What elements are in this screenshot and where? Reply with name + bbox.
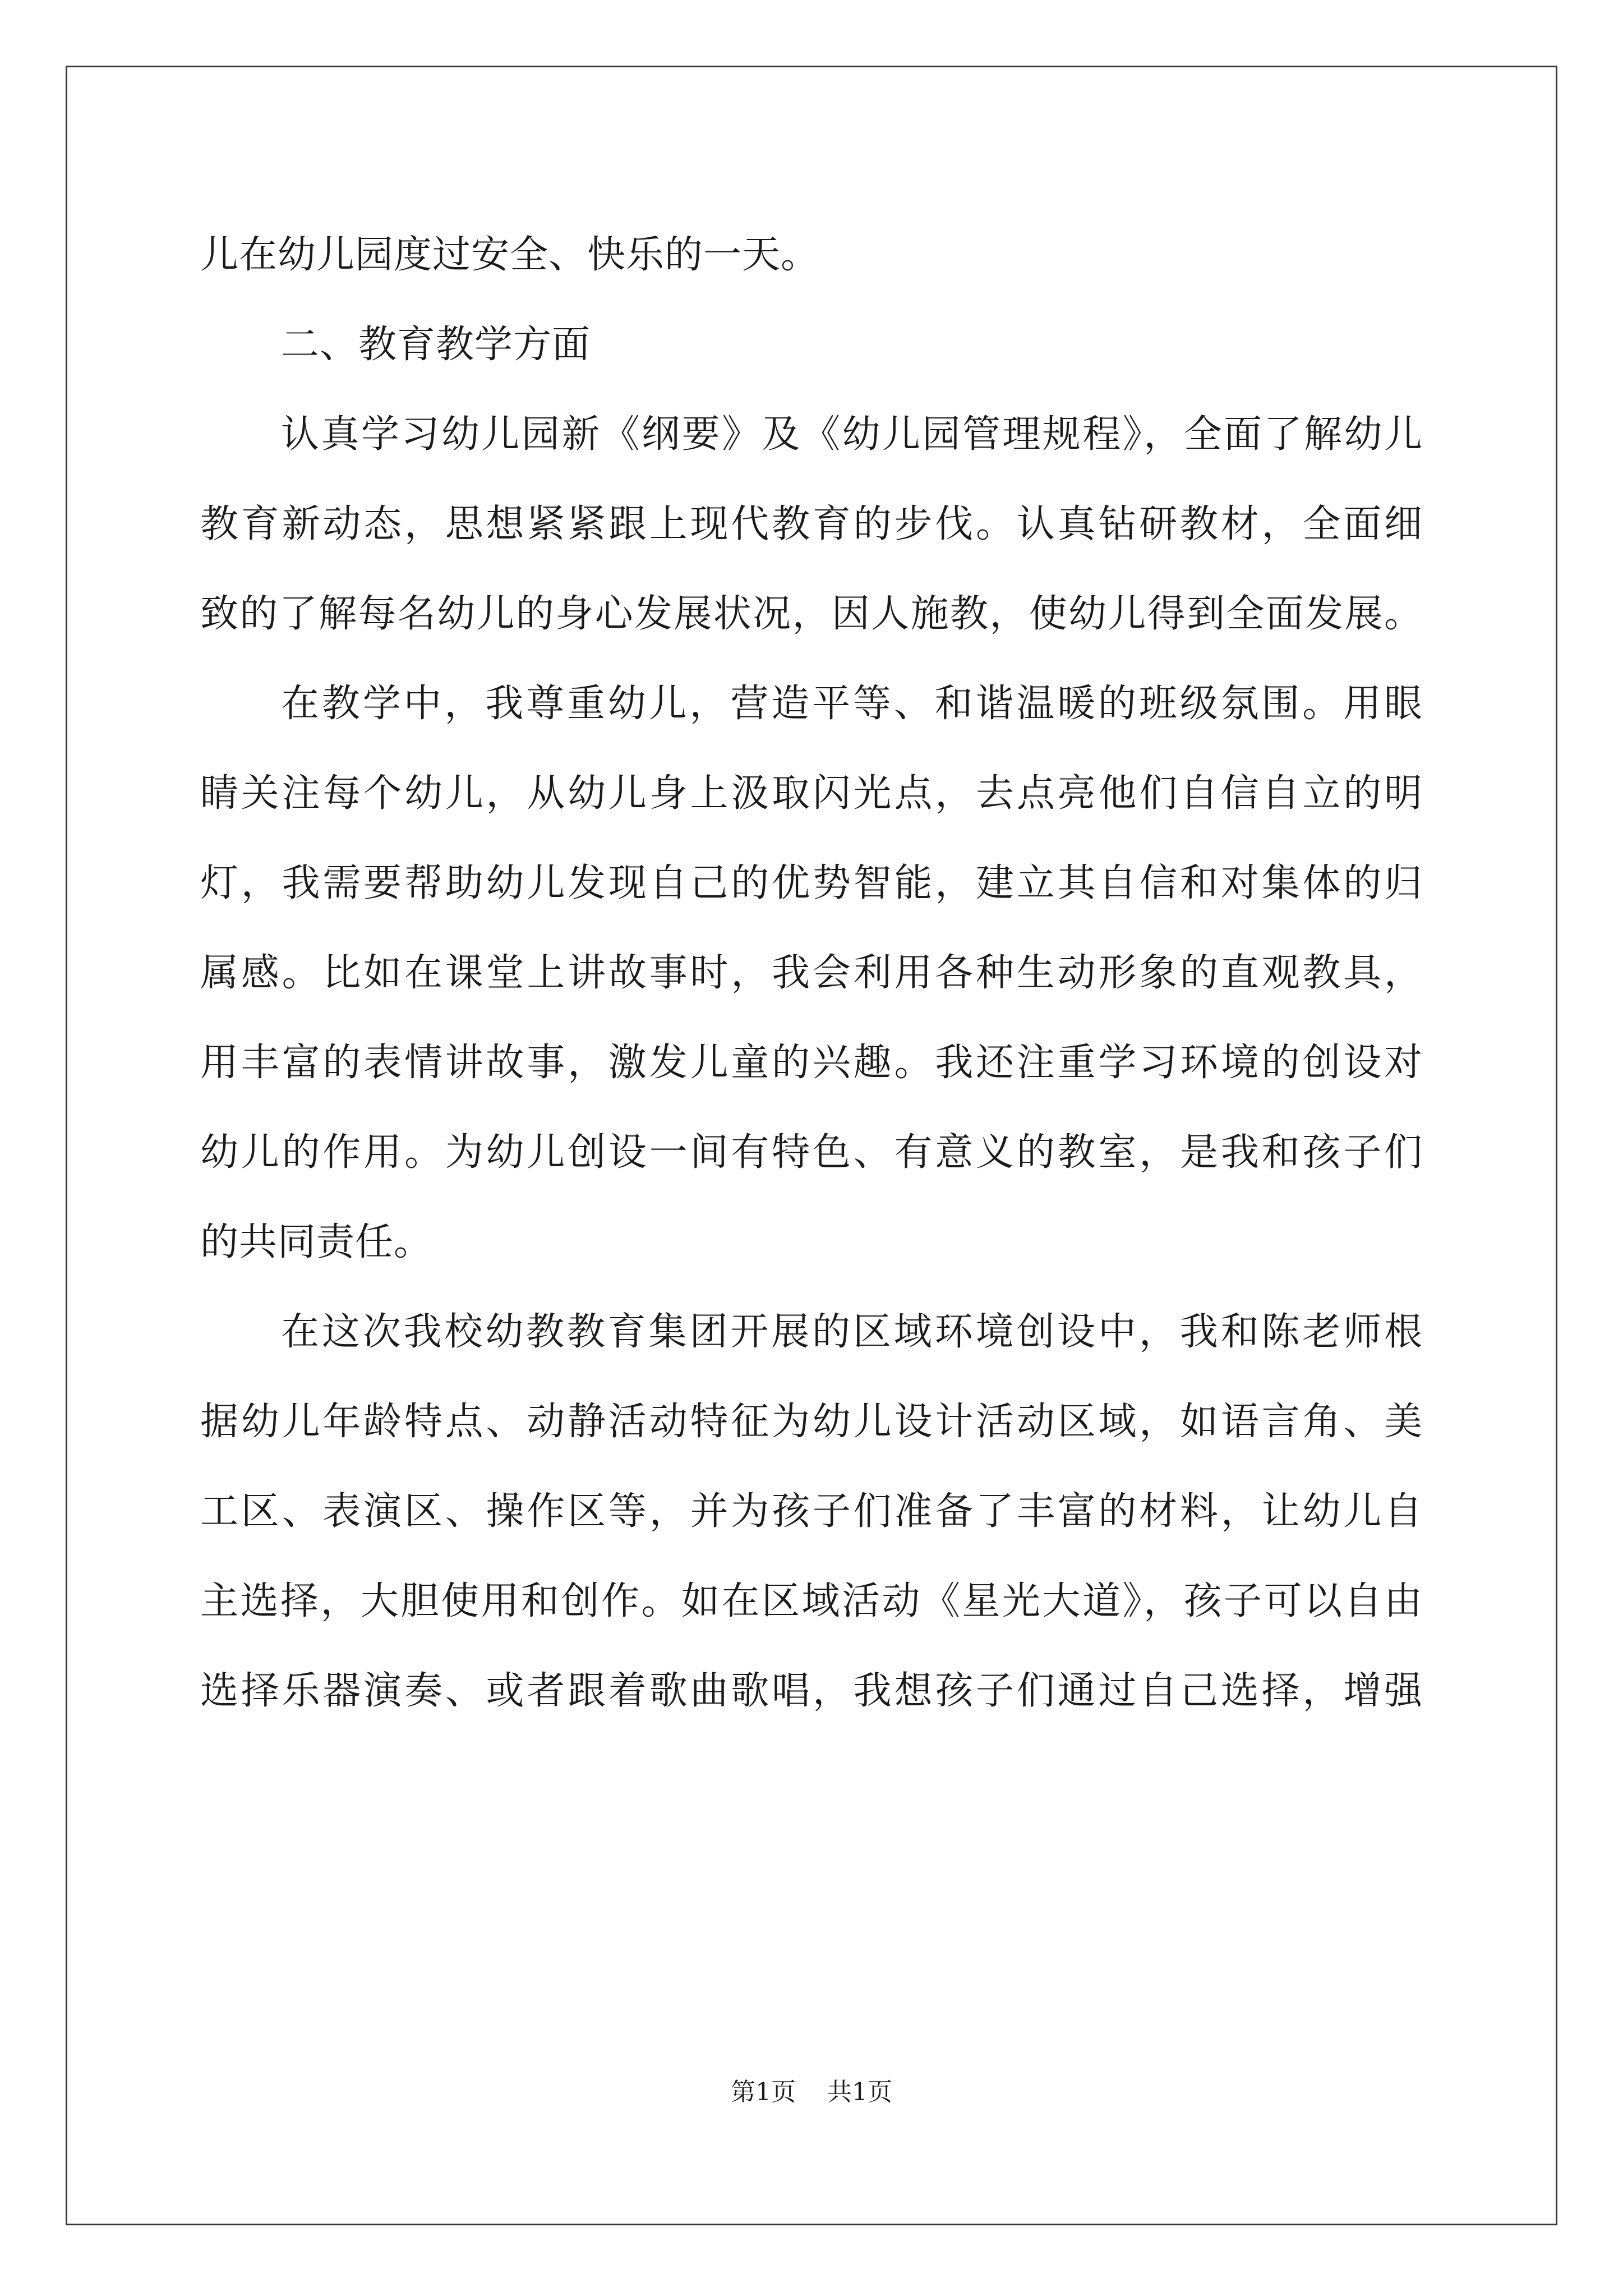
text-line: 的共同责任。 — [200, 1220, 433, 1264]
text-line: 在这次我校幼教教育集团开展的区域环境创设中，我和陈老师根 — [281, 1310, 1423, 1354]
text-line: 二、教育教学方面 — [281, 323, 591, 367]
text-line: 幼儿的作用。为幼儿创设一间有特色、有意义的教室，是我和孩子们 — [200, 1130, 1423, 1175]
text-line: 睛关注每个幼儿，从幼儿身上汲取闪光点，去点亮他们自信自立的明 — [200, 771, 1423, 816]
page-footer — [0, 2076, 1623, 2109]
text-line: 认真学习幼儿园新《纲要》及《幼儿园管理规程》，全面了解幼儿 — [281, 412, 1423, 457]
text-line: 属感。比如在课堂上讲故事时，我会利用各种生动形象的直观教具， — [200, 951, 1423, 995]
text-line: 主选择，大胆使用和创作。如在区域活动《星光大道》，孩子可以自由 — [200, 1579, 1423, 1623]
text-line: 用丰富的表情讲故事，激发儿童的兴趣。我还注重学习环境的创设对 — [200, 1041, 1423, 1085]
text-line: 选择乐器演奏、或者跟着歌曲歌唱，我想孩子们通过自己选择，增强 — [200, 1669, 1423, 1713]
document-body — [200, 210, 1423, 1736]
text-line: 工区、表演区、操作区等，并为孩子们准备了丰富的材料，让幼儿自 — [200, 1489, 1423, 1534]
text-line: 致的了解每名幼儿的身心发展状况，因人施教，使幼儿得到全面发展。 — [200, 592, 1423, 636]
text-line: 据幼儿年龄特点、动静活动特征为幼儿设计活动区域，如语言角、美 — [200, 1400, 1423, 1444]
text-line: 教育新动态，思想紧紧跟上现代教育的步伐。认真钻研教材，全面细 — [200, 502, 1423, 546]
total-pages: 共1页 — [827, 2078, 892, 2106]
text-line: 儿在幼儿园度过安全、快乐的一天。 — [200, 233, 820, 277]
text-line: 在教学中，我尊重幼儿，营造平等、和谐温暖的班级氛围。用眼 — [281, 682, 1423, 726]
text-line: 灯，我需要帮助幼儿发现自己的优势智能，建立其自信和对集体的归 — [200, 861, 1423, 905]
page-number: 第1页 — [731, 2078, 796, 2106]
